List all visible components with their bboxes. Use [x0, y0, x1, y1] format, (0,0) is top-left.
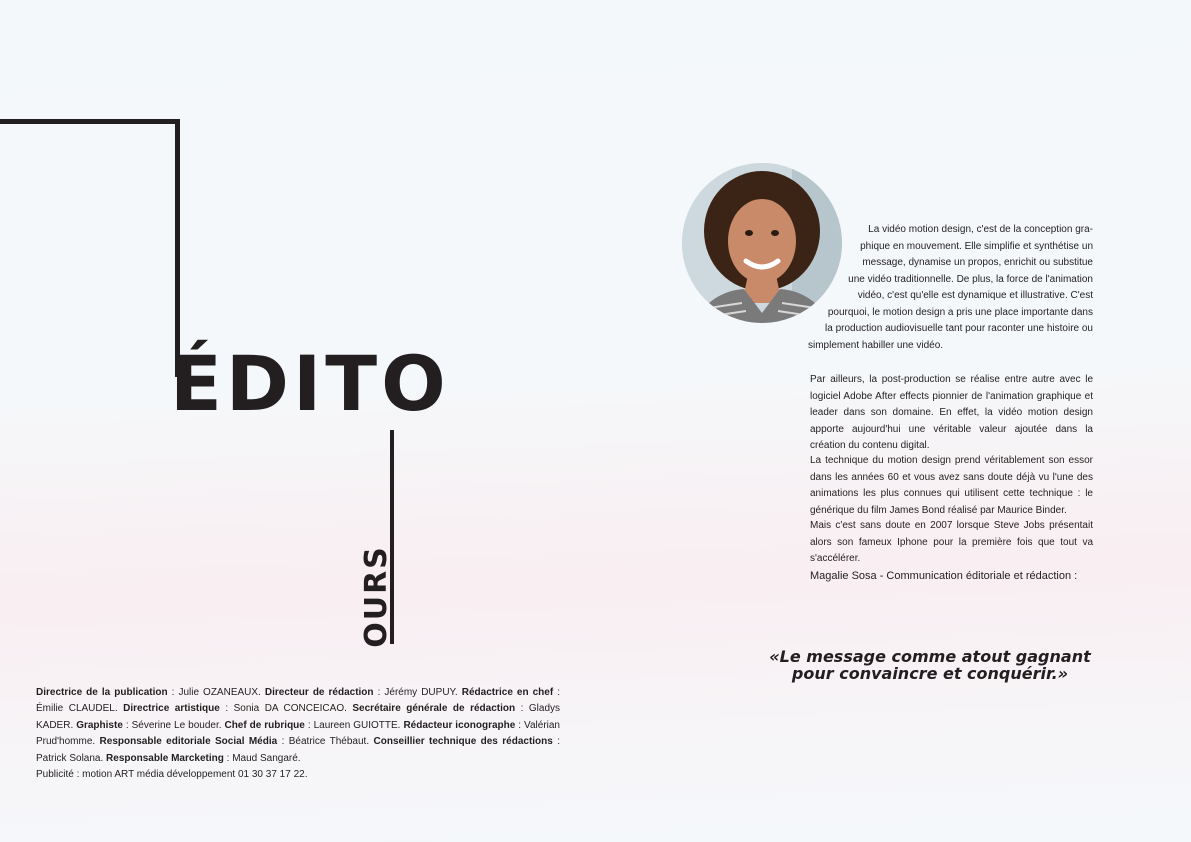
frame-line-top [0, 119, 180, 124]
credit-item: Conseillier technique des rédactions : Patrick Solana. [36, 736, 560, 764]
credit-role: Rédactrice en chef [461, 687, 554, 698]
credit-item: Graphiste : Séverine Le bouder. [76, 719, 222, 731]
page-title: ÉDITO [170, 339, 450, 428]
credit-role: Responsable Marcketing [106, 752, 224, 764]
credit-role: Conseillier technique des rédactions [373, 736, 553, 748]
credit-item: Directeur de rédaction : Jérémy DUPUY. [264, 687, 458, 698]
credit-role: Directeur de rédaction [264, 687, 374, 698]
portrait-face [728, 199, 796, 283]
paragraph-line: simplement habiller une vidéo. [808, 339, 944, 351]
credit-name: Laureen GUIOTTE. [313, 719, 401, 731]
credit-name: Jérémy DUPUY. [384, 687, 458, 698]
credits-list [36, 685, 560, 767]
credit-item: Chef de rubrique : Laureen GUIOTTE. [224, 719, 401, 731]
paragraph-line: pourquoi, le motion design a pris une place importante dans [827, 306, 1093, 318]
credit-name: Maud Sangaré. [232, 752, 301, 764]
credit-name: Valérian Prud'homme. [36, 719, 560, 748]
credit-name: Émilie CLAUDEL. [36, 703, 118, 715]
paragraph-line: une vidéo traditionnelle. De plus, la force de l'animation [848, 273, 1093, 285]
credit-item: Responsable Marcketing : Maud Sangaré. [106, 752, 301, 764]
credit-role: Directrice de la publication [36, 687, 168, 698]
credit-name: Patrick Solana. [36, 752, 104, 764]
credit-role: Chef de rubrique [224, 719, 305, 731]
author-signature: Magalie Sosa - Communication éditoriale et rédaction : [810, 570, 1078, 582]
pull-quote-line-2: pour convaincre et conquérir.» [791, 664, 1069, 683]
pull-quote-line-1: «Le message comme atout gagnant [769, 647, 1091, 666]
credit-name: Béatrice Thébaut. [288, 736, 370, 748]
credit-item: Rédactrice en chef : Émilie CLAUDEL. [36, 687, 560, 715]
credits-block [36, 685, 560, 783]
article-paragraph-1 [808, 222, 1093, 354]
advertising-line: Publicité : motion ART média développement 01 30 37 17 22. [36, 769, 308, 781]
article-paragraph-3: La technique du motion design prend véritablement son essor dans les années 60 et vous avez sans doute déjà vu l'une des animations les plus connues qui utilisent cette technique : le générique du film James Bond réalisé par Maurice Binder. [810, 455, 1093, 516]
paragraph-line: la production audiovisuelle tant pour raconter une histoire ou [825, 323, 1093, 334]
credit-name: Gladys KADER. [36, 703, 561, 731]
credit-role: Responsable editoriale Social Média [99, 736, 278, 748]
credit-item: Directrice de la publication : Julie OZANEAUX. [36, 687, 261, 698]
credit-role: Directrice artistique [123, 703, 220, 715]
article-paragraph-4: Mais c'est sans doute en 2007 lorsque Steve Jobs présentait alors son fameux Iphone pour la première fois que tout va s'accélérer. [810, 520, 1093, 564]
article-paragraph-2: Par ailleurs, la post-production se réalise entre autre avec le logiciel Adobe After effects pionnier de l'animation graphique et leader dans son domaine. En effet, la vidéo motion design apporte aujourd'hui une véritable valeur ajoutée dans la création du contenu digital. [810, 374, 1093, 451]
ours-label-text: OURS [358, 544, 394, 648]
credit-name: Sonia DA CONCEICAO. [233, 703, 347, 715]
ours-label [358, 544, 394, 648]
paragraph-line: phique en mouvement. Elle simplifie et synthétise un [860, 240, 1093, 252]
credit-role: Secrétaire générale de rédaction [352, 703, 516, 715]
credit-item: Rédacteur iconographe : Valérian Prud'homme. [36, 719, 560, 748]
credit-item: Responsable editoriale Social Média : Béatrice Thébaut. [99, 736, 370, 748]
paragraph-line: La vidéo motion design, c'est de la conception gra- [868, 224, 1093, 235]
credit-role: Graphiste [76, 719, 123, 731]
pull-quote [740, 648, 1120, 682]
credit-item: Directrice artistique : Sonia DA CONCEICAO. [123, 703, 347, 715]
credit-name: Séverine Le bouder. [131, 719, 222, 731]
credit-item: Secrétaire générale de rédaction : Gladys KADER. [36, 703, 561, 731]
paragraph-line: vidéo, c'est qu'elle est dynamique et illustrative. C'est [857, 290, 1093, 301]
paragraph-line: message, dynamise un propos, enrichit ou substitue [862, 257, 1093, 268]
credit-name: Julie OZANEAUX. [178, 687, 261, 698]
credit-role: Rédacteur iconographe [403, 719, 516, 731]
